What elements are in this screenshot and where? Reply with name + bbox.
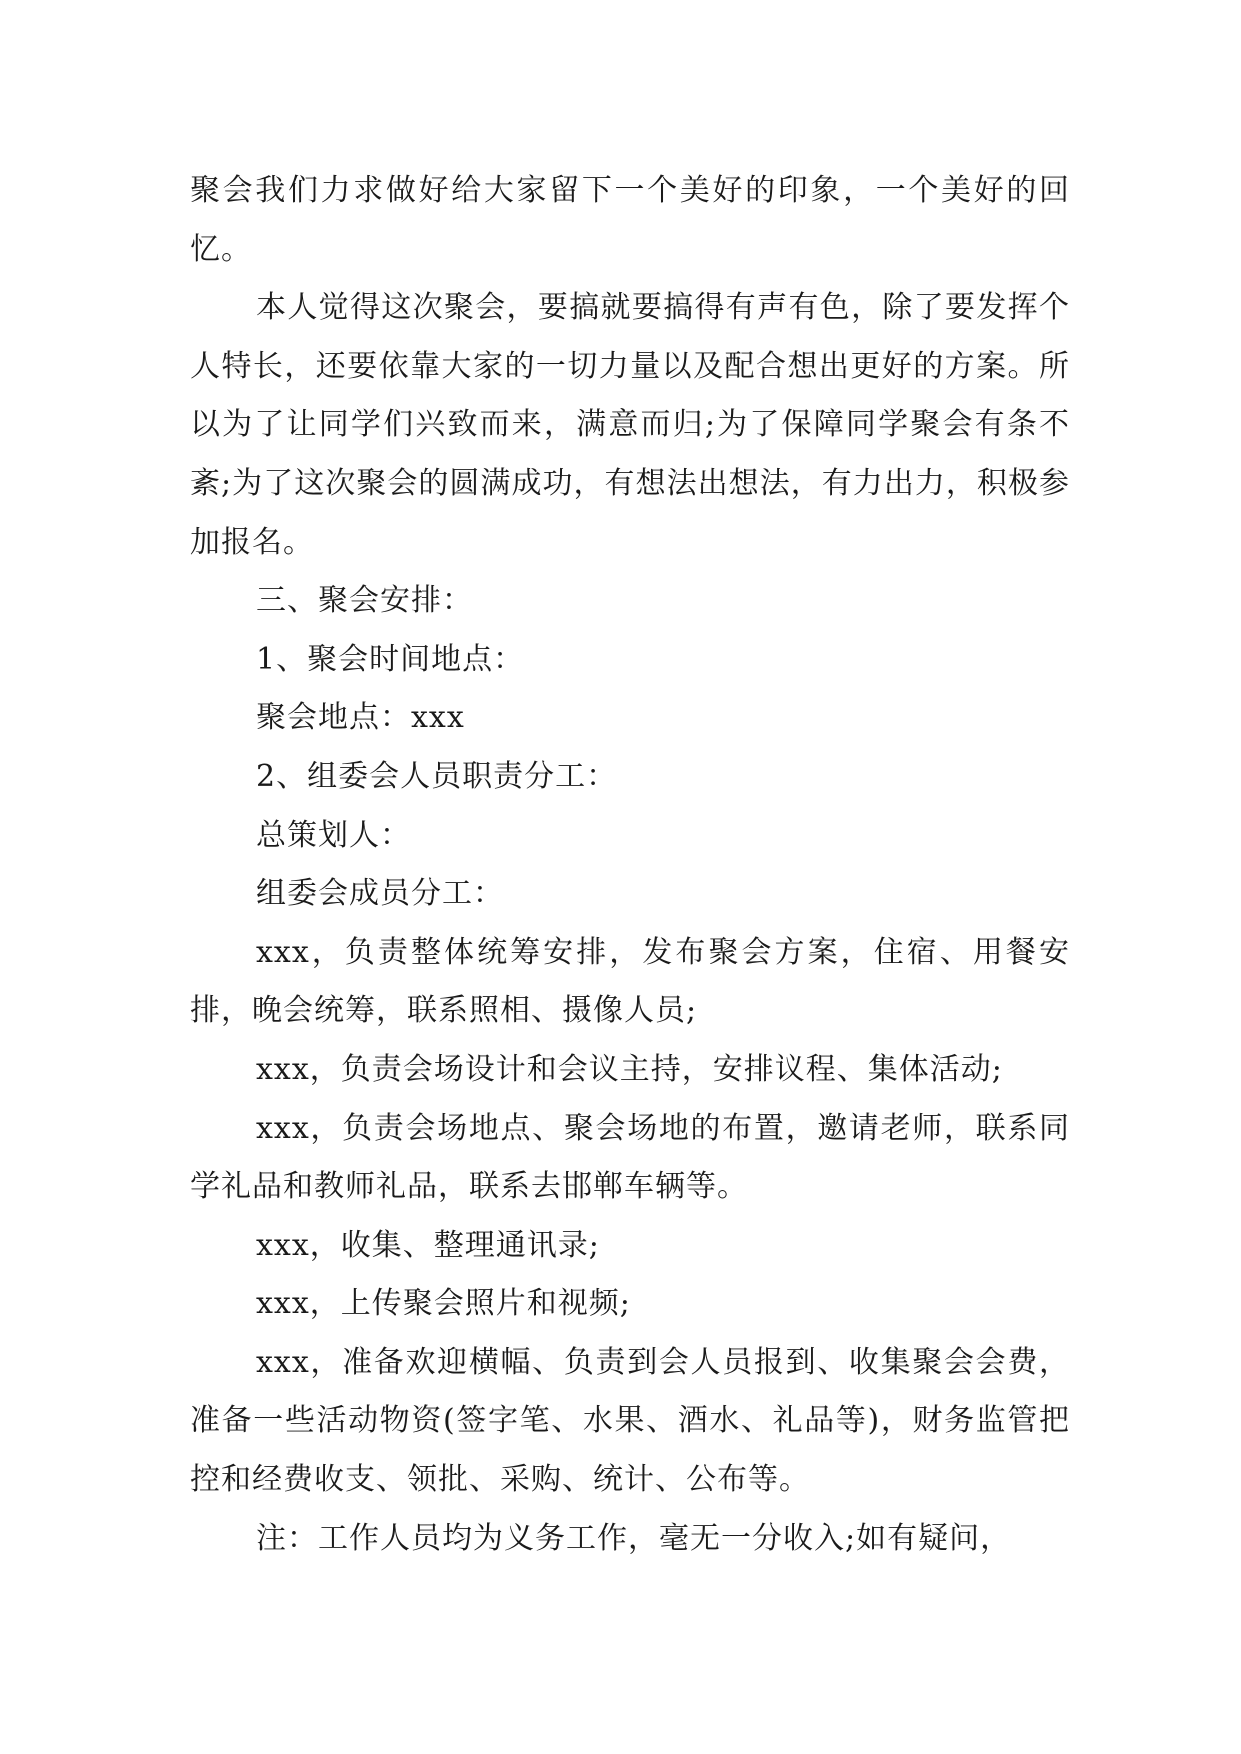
list-item: xxx，收集、整理通讯录; — [256, 1227, 600, 1263]
list-item: xxx，负责会场地点、聚会场地的布置，邀请老师，联系同学礼品和教师礼品，联系去邯郸车辆等。 — [190, 1110, 1070, 1205]
list-item: xxx，负责会场设计和会议主持，安排议程、集体活动; — [256, 1051, 1003, 1087]
list-item: xxx，负责整体统筹安排，发布聚会方案，住宿、用餐安排，晚会统筹，联系照相、摄像人员; — [190, 934, 1070, 1029]
subsection-heading: 2、组委会人员职责分工： — [256, 758, 618, 794]
paragraph: 组委会成员分工： — [256, 876, 504, 912]
paragraph: 聚会地点：xxx — [256, 700, 465, 736]
list-item: xxx，上传聚会照片和视频; — [256, 1286, 631, 1322]
paragraph: 总策划人： — [256, 817, 411, 853]
document-body — [190, 162, 1070, 1568]
note-paragraph: 注：工作人员均为义务工作，毫无一分收入;如有疑问， — [256, 1520, 1012, 1556]
paragraph: 聚会我们力求做好给大家留下一个美好的印象，一个美好的回忆。 — [190, 173, 1070, 267]
subsection-heading: 1、聚会时间地点： — [256, 641, 525, 677]
list-item: xxx，准备欢迎横幅、负责到会人员报到、收集聚会会费，准备一些活动物资(签字笔、水果、酒水、礼品等)，财务监管把控和经费收支、领批、采购、统计、公布等。 — [190, 1344, 1070, 1498]
section-heading: 三、聚会安排： — [256, 583, 473, 619]
paragraph: 本人觉得这次聚会，要搞就要搞得有声有色，除了要发挥个人特长，还要依靠大家的一切力量以及配合想出更好的方案。所以为了让同学们兴致而来，满意而归;为了保障同学聚会有条不紊;为了这次聚会的圆满成功，有想法出想法，有力出力，积极参加报名。 — [190, 290, 1070, 560]
